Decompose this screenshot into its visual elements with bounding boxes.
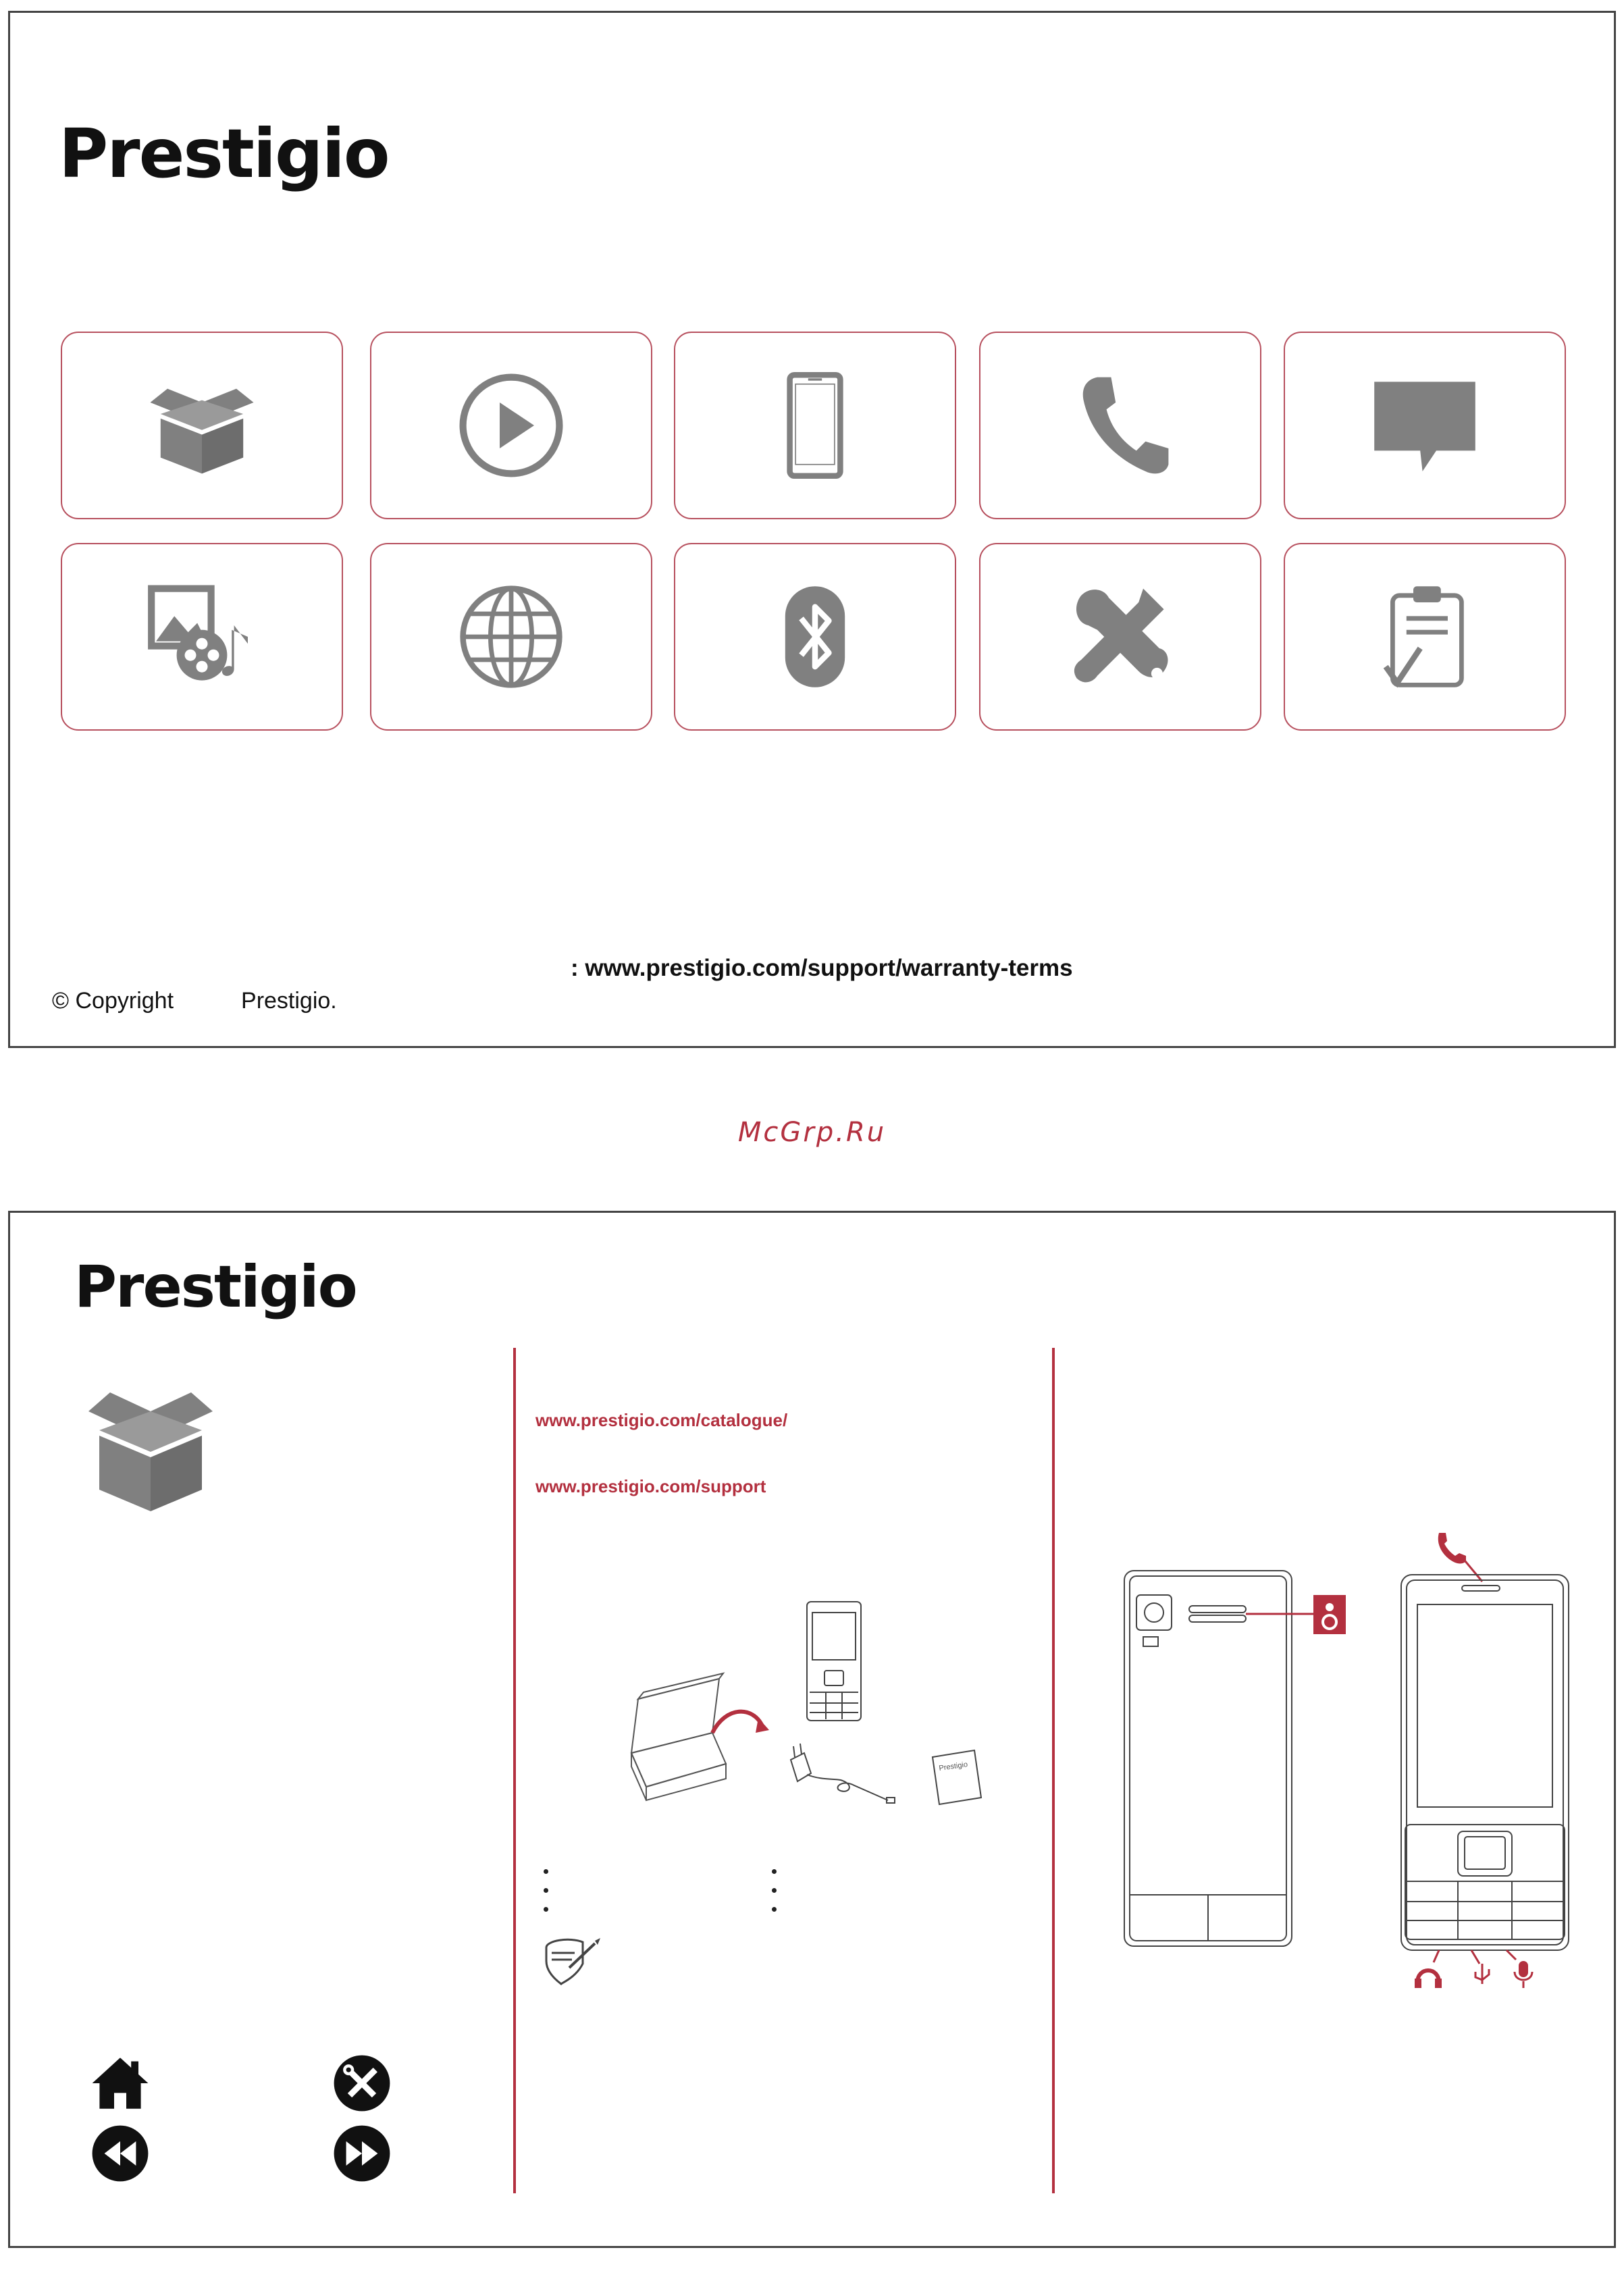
speaker-icon bbox=[1313, 1595, 1346, 1634]
phone-drawing bbox=[807, 1602, 861, 1721]
phone-back-diagram bbox=[1111, 1564, 1354, 1956]
column-divider-right bbox=[1052, 1348, 1055, 2193]
tile-box-contents[interactable] bbox=[61, 332, 343, 519]
tile-internet[interactable] bbox=[370, 543, 652, 731]
cover-page bbox=[8, 11, 1616, 1048]
rewind-icon[interactable] bbox=[90, 2123, 151, 2184]
column-divider-left bbox=[513, 1348, 516, 2193]
tools-icon bbox=[1063, 579, 1178, 694]
usb-port-icon bbox=[1475, 1964, 1489, 1984]
warranty-link[interactable]: www.prestigio.com/support/warranty-terms bbox=[585, 955, 1073, 981]
phone-call-icon bbox=[1063, 368, 1178, 483]
note-icon bbox=[542, 1934, 603, 1988]
bullet bbox=[544, 1869, 548, 1874]
tile-multimedia[interactable] bbox=[61, 543, 343, 731]
headphone-jack-icon bbox=[1415, 1970, 1442, 1988]
open-box-drawing bbox=[631, 1673, 726, 1800]
multimedia-icon bbox=[145, 579, 259, 694]
tile-getting-started[interactable] bbox=[370, 332, 652, 519]
bullet bbox=[772, 1869, 777, 1874]
manual-drawing bbox=[933, 1750, 981, 1804]
home-icon[interactable] bbox=[90, 2053, 151, 2114]
manual-label: Prestigio bbox=[938, 1760, 968, 1773]
copyright-notice bbox=[52, 988, 337, 1014]
bullet bbox=[544, 1888, 548, 1893]
warranty-prefix: : bbox=[571, 955, 579, 981]
brand-logo: Prestigio bbox=[59, 114, 389, 193]
copyright-label: © Copyright bbox=[52, 988, 174, 1014]
tile-calls[interactable] bbox=[979, 332, 1261, 519]
catalogue-link[interactable]: www.prestigio.com/catalogue/ bbox=[535, 1410, 788, 1430]
copyright-owner: Prestigio. bbox=[241, 988, 337, 1014]
arrow-icon bbox=[712, 1712, 762, 1733]
box-icon bbox=[76, 1382, 225, 1517]
charger-drawing bbox=[791, 1744, 895, 1803]
watermark: McGrp.Ru bbox=[737, 1117, 887, 1148]
camera-lens bbox=[1136, 1595, 1172, 1630]
tools-icon[interactable] bbox=[332, 2053, 392, 2114]
globe-icon bbox=[454, 579, 569, 694]
smartphone-icon bbox=[758, 368, 872, 483]
brand-logo-page2: Prestigio bbox=[74, 1253, 357, 1321]
bluetooth-icon bbox=[758, 579, 872, 694]
tile-settings[interactable] bbox=[979, 543, 1261, 731]
tile-messaging[interactable] bbox=[1284, 332, 1566, 519]
package-contents-illustration bbox=[618, 1598, 996, 1827]
tile-phone-overview[interactable] bbox=[674, 332, 956, 519]
play-icon bbox=[454, 368, 569, 483]
fast-forward-icon[interactable] bbox=[332, 2123, 392, 2184]
bullet bbox=[772, 1888, 777, 1893]
message-icon bbox=[1367, 368, 1482, 483]
tile-bluetooth[interactable] bbox=[674, 543, 956, 731]
bullet bbox=[772, 1907, 777, 1912]
phone-front-diagram bbox=[1381, 1523, 1590, 1989]
microphone-icon bbox=[1515, 1961, 1532, 1988]
contents-page bbox=[8, 1211, 1616, 2248]
bullet bbox=[544, 1907, 548, 1912]
box-icon bbox=[145, 368, 259, 483]
support-link[interactable]: www.prestigio.com/support bbox=[535, 1476, 766, 1496]
warranty-terms bbox=[571, 955, 1073, 982]
tile-specifications[interactable] bbox=[1284, 543, 1566, 731]
clipboard-check-icon bbox=[1367, 579, 1482, 694]
